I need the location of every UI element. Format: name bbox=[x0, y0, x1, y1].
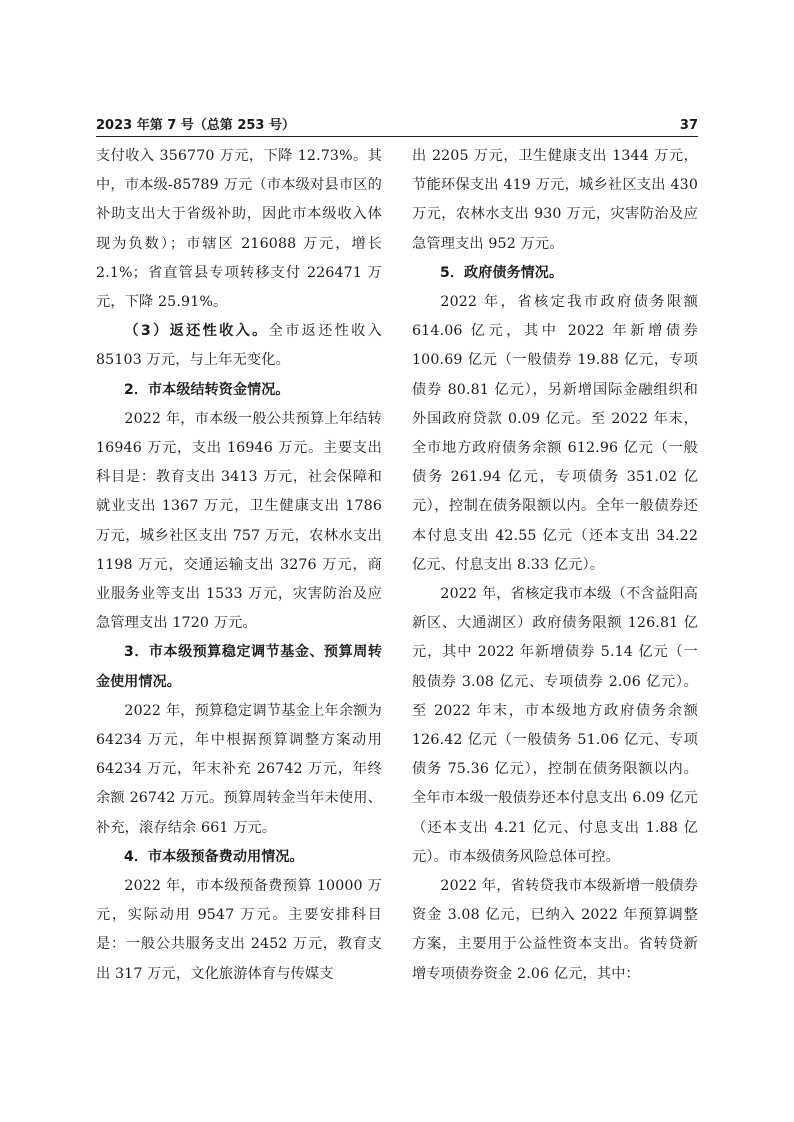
paragraph: 支付收入 356770 万元，下降 12.73%。其中，市本级-85789 万元（市本级对县市区的补助支出大于省级补助，因此市本级收入体现为负数）；市辖区 216088 万元，增长 2.1%；省直管县专项转移支付 226471 万元，下降 25.91%。 bbox=[96, 148, 382, 311]
paragraph bbox=[96, 317, 382, 375]
paragraph: 2022 年，市本级一般公共预算上年结转 16946 万元，支出 16946 万元。主要支出科目是：教育支出 3413 万元，社会保障和就业支出 1367 万元，卫生健康支出 1786 万元，城乡社区支出 757 万元，农林水支出 1198 万元，交通运输支出 3276 万元，商业服务业等支出 1533 万元，灾害防治及应急管理支出 1720 万元。 bbox=[96, 410, 382, 632]
paragraph: 2022 年，预算稳定调节基金上年余额为 64234 万元，年中根据预算调整方案动用 64234 万元，年末补充 26742 万元，年终余额 26742 万元。预算周转金当年未使用、补充，滚存结余 661 万元。 bbox=[96, 702, 382, 836]
page-number: 37 bbox=[679, 118, 698, 133]
running-header bbox=[96, 116, 698, 136]
paragraph-text: 全市返还性收入 85103 万元，与上年无变化。 bbox=[96, 323, 382, 369]
paragraph: 2022 年，省转贷我市本级新增一般债券资金 3.08 亿元，已纳入 2022 年预算调整方案，主要用于公益性资本支出。省转贷新增专项债券资金 2.06 亿元，其中： bbox=[412, 878, 698, 982]
paragraph: 2022 年，市本级预备费预算 10000 万元，实际动用 9547 万元。主要安排科目是：一般公共服务支出 2452 万元，教育支出 317 万元，文化旅游体育与传媒支 bbox=[96, 878, 382, 982]
paragraph: 出 2205 万元，卫生健康支出 1344 万元，节能环保支出 419 万元，城乡社区支出 430 万元，农林水支出 930 万元，灾害防治及应急管理支出 952 万元。 bbox=[412, 148, 698, 252]
header-rule bbox=[96, 136, 698, 137]
left-column bbox=[96, 142, 382, 989]
section-heading: 2．市本级结转资金情况。 bbox=[124, 381, 290, 398]
paragraph: 2022 年，省核定我市政府债务限额 614.06 亿元，其中 2022 年新增债券 100.69 亿元（一般债券 19.88 亿元，专项债券 80.81 亿元），另新增国际金融组织和外国政府贷款 0.09 亿元。至 2022 年末，全市地方政府债务余额 612.96 亿元（一般债务 261.94 亿元，专项债务 351.02 亿元），控制在债务限额以内。全年一般债券还本付息支出 42.55 亿元（还本支出 34.22 亿元、付息支出 8.33 亿元）。 bbox=[412, 294, 698, 573]
inline-heading: （3）返还性收入。 bbox=[124, 323, 269, 340]
right-column bbox=[412, 142, 698, 989]
section-heading: 3．市本级预算稳定调节基金、预算周转金使用情况。 bbox=[96, 644, 382, 690]
section-heading: 4．市本级预备费动用情况。 bbox=[124, 848, 304, 865]
paragraph: 2022 年，省核定我市本级（不含益阳高新区、大通湖区）政府债务限额 126.81 亿元，其中 2022 年新增债券 5.14 亿元（一般债券 3.08 亿元、专项债券 2.06 亿元）。至 2022 年末，市本级地方政府债务余额 126.42 亿元（一般债务 51.06 亿元、专项债务 75.36 亿元），控制在债务限额以内。全年市本级一般债券还本付息支出 6.09 亿元（还本支出 4.21 亿元、付息支出 1.88 亿元）。市本级债务风险总体可控。 bbox=[412, 586, 698, 865]
issue-label: 2023 年第 7 号（总第 253 号） bbox=[96, 118, 295, 133]
section-heading: 5．政府债务情况。 bbox=[440, 264, 564, 281]
